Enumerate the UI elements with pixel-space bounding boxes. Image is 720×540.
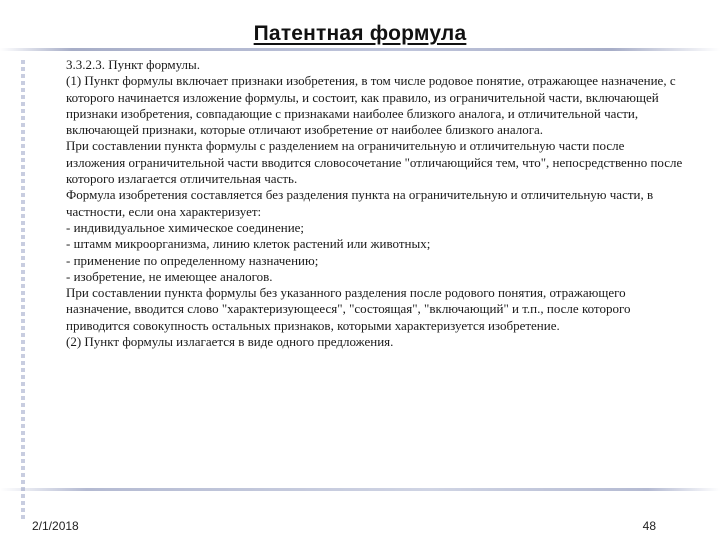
rail-dot: [21, 333, 25, 337]
rail-dot: [21, 235, 25, 239]
rail-dot: [21, 228, 25, 232]
rail-dot: [21, 410, 25, 414]
rail-dot: [21, 109, 25, 113]
rail-dot: [21, 403, 25, 407]
rail-dot: [21, 389, 25, 393]
rail-dot: [21, 501, 25, 505]
rail-dot: [21, 137, 25, 141]
rail-dot: [21, 361, 25, 365]
rail-dot: [21, 263, 25, 267]
slide-title: Патентная формула: [253, 22, 467, 45]
footer-divider: [0, 488, 720, 491]
rail-dot: [21, 375, 25, 379]
rail-dot: [21, 494, 25, 498]
rail-dot: [21, 179, 25, 183]
rail-dot: [21, 445, 25, 449]
rail-dot: [21, 123, 25, 127]
rail-dot: [21, 438, 25, 442]
rail-dot: [21, 186, 25, 190]
section-heading: 3.3.2.3. Пункт формулы.: [66, 57, 201, 72]
rail-dot: [21, 340, 25, 344]
rail-dot: [21, 242, 25, 246]
rail-dot: [21, 424, 25, 428]
rail-dot: [21, 515, 25, 519]
rail-dot: [21, 193, 25, 197]
paragraph-3: Формула изобретения составляется без разделения пункта на ограничительную и отличительную части, в частности, если она характеризует:: [66, 187, 654, 219]
rail-dot: [21, 480, 25, 484]
rail-dot: [21, 466, 25, 470]
rail-dot: [21, 60, 25, 64]
rail-dot: [21, 95, 25, 99]
rail-dot: [21, 116, 25, 120]
rail-dot: [21, 200, 25, 204]
rail-dot: [21, 326, 25, 330]
rail-dot: [21, 165, 25, 169]
rail-dot: [21, 473, 25, 477]
paragraph-5: (2) Пункт формулы излагается в виде одного предложения.: [66, 334, 394, 350]
rail-dot: [21, 508, 25, 512]
rail-dot: [21, 207, 25, 211]
page-number: 48: [642, 519, 656, 533]
rail-dot: [21, 130, 25, 134]
title-divider: [0, 48, 720, 51]
rail-dot: [21, 298, 25, 302]
rail-dot: [21, 452, 25, 456]
list-item: - изобретение, не имеющее аналогов.: [66, 268, 273, 284]
list-item: - штамм микроорганизма, линию клеток растений или животных;: [66, 236, 431, 252]
rail-dot: [21, 368, 25, 372]
list-item: - индивидуальное химическое соединение;: [66, 219, 305, 235]
rail-dot: [21, 88, 25, 92]
rail-dot: [21, 74, 25, 78]
rail-dot: [21, 354, 25, 358]
footer-date: 2/1/2018: [32, 519, 79, 533]
rail-dot: [21, 214, 25, 218]
rail-dot: [21, 256, 25, 260]
rail-dot: [21, 284, 25, 288]
rail-dot: [21, 396, 25, 400]
rail-dot: [21, 270, 25, 274]
paragraph-1: (1) Пункт формулы включает признаки изобретения, в том числе родовое понятие, отражающее назначение, с которого начинается изложение формулы, и состоит, как правило, из ограничительной части, включающей признаки изобретения, совпадающие с признаками наиболее близкого аналога, и отличительной части, включающей признаки, которые отличают изобретение от наиболее близкого аналога.: [66, 73, 676, 138]
paragraph-2: При составлении пункта формулы с разделением на ограничительную и отличительную части после изложения ограничительной части вводится словосочетание "отличающийся тем, что", непосредственно после которого излагается отличительная часть.: [66, 138, 683, 187]
slide-body: [66, 57, 686, 350]
list-item: - применение по определенному назначению;: [66, 252, 319, 268]
rail-dot: [21, 312, 25, 316]
paragraph-4: При составлении пункта формулы без указанного разделения после родового понятия, отражающего назначение, вводится слово "характеризующееся", "состоящая", "включающий" и т.п., после которого приводится совокупность остальных признаков, которыми характеризуется изобретение.: [66, 285, 631, 333]
rail-dot: [21, 81, 25, 85]
rail-dot: [21, 319, 25, 323]
rail-dot: [21, 459, 25, 463]
rail-dot: [21, 347, 25, 351]
left-dotted-rail: [14, 56, 32, 524]
rail-dot: [21, 249, 25, 253]
rail-dot: [21, 144, 25, 148]
rail-dot: [21, 102, 25, 106]
rail-dot: [21, 172, 25, 176]
rail-dot: [21, 158, 25, 162]
rail-dot: [21, 67, 25, 71]
rail-dot: [21, 382, 25, 386]
rail-dot: [21, 431, 25, 435]
rail-dot: [21, 417, 25, 421]
rail-dot: [21, 305, 25, 309]
rail-dot: [21, 291, 25, 295]
rail-dot: [21, 151, 25, 155]
rail-dot: [21, 221, 25, 225]
rail-dot: [21, 277, 25, 281]
